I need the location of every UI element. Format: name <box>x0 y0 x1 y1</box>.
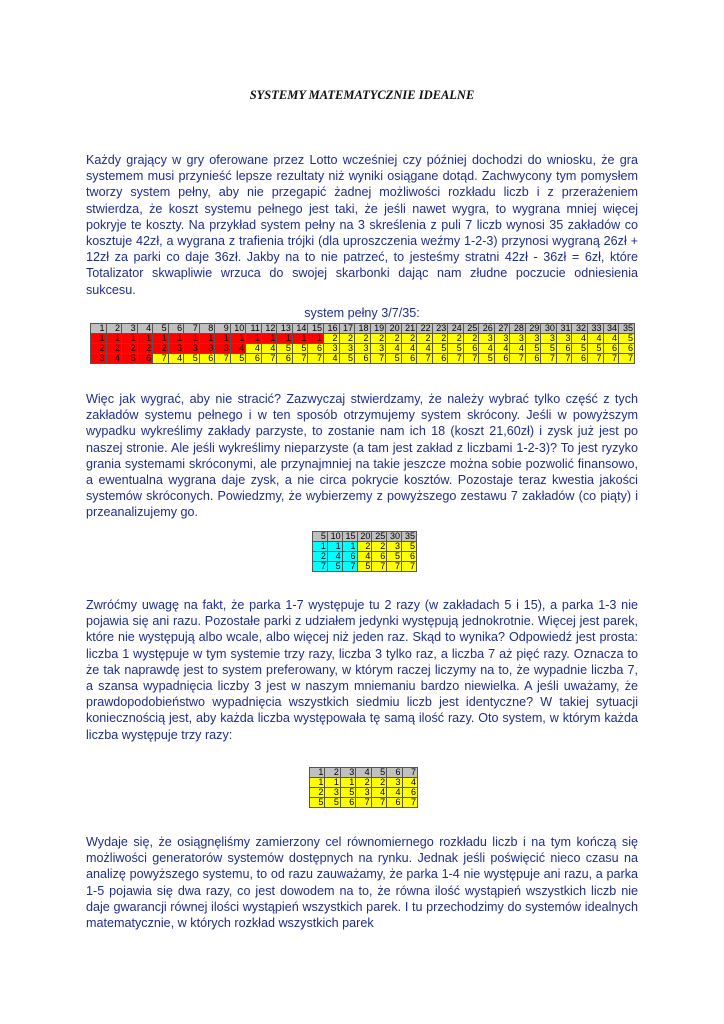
table-cell: 7 <box>402 798 417 808</box>
table-cell: 7 <box>619 354 635 364</box>
header-cell: 18 <box>355 324 371 334</box>
table-cell: 2 <box>153 344 169 354</box>
table-cell: 6 <box>525 354 541 364</box>
table-cell: 3 <box>556 334 572 344</box>
table-cell: 1 <box>91 334 107 344</box>
table-cell: 4 <box>479 344 495 354</box>
table-cell: 5 <box>448 344 464 354</box>
header-cell: 31 <box>556 324 572 334</box>
header-cell: 2 <box>106 324 122 334</box>
table-cell: 1 <box>292 334 308 344</box>
table-row <box>91 344 635 354</box>
table-cell: 5 <box>432 344 448 354</box>
table-cell: 3 <box>184 344 200 354</box>
table-row <box>310 788 418 798</box>
header-cell: 29 <box>525 324 541 334</box>
table-row <box>91 334 635 344</box>
table-caption-full-system: system pełny 3/7/35: <box>304 306 420 320</box>
table-cell: 4 <box>246 344 262 354</box>
header-cell: 6 <box>168 324 184 334</box>
table-cell: 2 <box>106 344 122 354</box>
table-cell: 2 <box>370 334 386 344</box>
table-cell: 2 <box>356 778 371 788</box>
header-cell: 16 <box>323 324 339 334</box>
table-cell: 1 <box>313 542 328 552</box>
table-cell: 2 <box>432 334 448 344</box>
table-cell: 5 <box>184 354 200 364</box>
table-cell: 1 <box>308 334 324 344</box>
table-cell: 6 <box>619 344 635 354</box>
table-cell: 1 <box>310 778 325 788</box>
header-cell: 11 <box>246 324 262 334</box>
table-cell: 6 <box>199 354 215 364</box>
table-cell: 6 <box>402 788 417 798</box>
header-cell: 35 <box>402 532 417 542</box>
table-cell: 1 <box>184 334 200 344</box>
table-cell: 7 <box>215 354 231 364</box>
table-cell: 7 <box>448 354 464 364</box>
table-cell: 3 <box>525 334 541 344</box>
table-cell: 3 <box>91 354 107 364</box>
table-cell: 5 <box>327 562 342 572</box>
table-cell: 4 <box>168 354 184 364</box>
table-cell: 6 <box>401 354 417 364</box>
table-cell: 6 <box>463 344 479 354</box>
header-cell: 28 <box>510 324 526 334</box>
table-cell: 7 <box>463 354 479 364</box>
table-cell: 6 <box>355 354 371 364</box>
table-cell: 1 <box>199 334 215 344</box>
table-row <box>310 778 418 788</box>
table-cell: 1 <box>277 334 293 344</box>
table-cell: 5 <box>310 798 325 808</box>
table-cell: 2 <box>463 334 479 344</box>
paragraph-intro: Każdy grający w gry oferowane przez Lotto wcześniej czy później dochodzi do wniosku, że gra systemem musi przynieść lepsze rezultaty niż wyniki osiągane dotąd. Zachwycony tym pomysłem tworzy system pełny, aby nie przegapić żadnej możliwości rozkładu liczb i z przerażeniem stwierdza, że koszt systemu pełnego jest taki, że jeśli nawet wygra, to wygrana mniej więcej pokryje te koszty. Na przykład system pełny na 3 skreślenia z puli 7 liczb wynosi 35 zakładów co kosztuje 42zł, a wygrana z trafienia trójki (dla uproszczenia weźmy 1-2-3) przynosi wygraną 26zł + 12zł za parki co daje 36zł. Jakby na to nie patrzeć, to jesteśmy stratni 42zł - 36zł = 6zł, które Totalizator skwapliwie wrzuca do swojej skarbonki dając nam złudne poczucie odniesienia sukcesu. <box>86 153 638 297</box>
table-cell: 6 <box>494 354 510 364</box>
table-cell: 6 <box>556 344 572 354</box>
table-cell: 2 <box>91 344 107 354</box>
table-header-row <box>313 532 417 542</box>
table-cell: 1 <box>325 778 340 788</box>
table-cell: 3 <box>387 778 402 788</box>
table-cell: 1 <box>246 334 262 344</box>
table-cell: 4 <box>603 334 619 344</box>
table-cell: 5 <box>572 344 588 354</box>
table-cell: 7 <box>402 562 417 572</box>
header-cell: 26 <box>479 324 495 334</box>
table-cell: 2 <box>417 334 433 344</box>
header-cell: 6 <box>387 768 402 778</box>
header-cell: 1 <box>310 768 325 778</box>
table-cell: 6 <box>572 354 588 364</box>
table-row <box>91 354 635 364</box>
paragraph-shortened-systems: Więc jak wygrać, aby nie stracić? Zazwyczaj stwierdzamy, że należy wybrać tylko część z tych zakładów systemu pełnego i w ten sposób otrzymujemy system skrócony. Jeśli w powyższym wypadku wykreślimy zakłady parzyste, to zostanie nam ich 18 (koszt 21,60zł) i zysk już jest po naszej stronie. Ale jeśli wykreślimy nieparzyste (a tam jest zakład z liczbami 1-2-3)? To jest ryzyko grania systemami skróconymi, ale przynajmniej na takie jeszcze można sobie pozwolić finansowo, a ewentualna wygrana daje zysk, a nie circa pokrycie kosztów. Pozostaje teraz kwestia jakości systemów skróconych. Powiedzmy, że wybierzemy z powyższego zestawu 7 zakładów (co piąty) i przeanalizujemy go. <box>86 392 638 520</box>
header-cell: 3 <box>340 768 355 778</box>
table-cell: 7 <box>261 354 277 364</box>
table-cell: 3 <box>323 344 339 354</box>
table-cell: 4 <box>357 552 372 562</box>
table-cell: 1 <box>342 542 357 552</box>
table-cell: 5 <box>339 354 355 364</box>
header-cell: 7 <box>402 768 417 778</box>
table-cell: 5 <box>386 354 402 364</box>
table-cell: 3 <box>339 344 355 354</box>
table-cell: 6 <box>372 552 387 562</box>
header-cell: 4 <box>356 768 371 778</box>
table-cell: 4 <box>261 344 277 354</box>
table-cell: 4 <box>323 354 339 364</box>
header-cell: 24 <box>448 324 464 334</box>
table-cell: 5 <box>277 344 293 354</box>
table-cell: 3 <box>325 788 340 798</box>
table-cell: 3 <box>356 788 371 798</box>
table-cell: 7 <box>541 354 557 364</box>
table-cell: 5 <box>357 562 372 572</box>
header-cell: 7 <box>184 324 200 334</box>
table-cell: 1 <box>153 334 169 344</box>
header-cell: 25 <box>463 324 479 334</box>
table-cell: 6 <box>342 552 357 562</box>
table-cell: 5 <box>541 344 557 354</box>
table-cell: 7 <box>510 354 526 364</box>
header-cell: 9 <box>215 324 231 334</box>
header-cell: 10 <box>230 324 246 334</box>
header-cell: 5 <box>153 324 169 334</box>
table-cell: 3 <box>168 344 184 354</box>
header-cell: 22 <box>417 324 433 334</box>
table-cell: 5 <box>479 354 495 364</box>
header-cell: 34 <box>603 324 619 334</box>
table-cell: 6 <box>308 344 324 354</box>
table-cell: 7 <box>153 354 169 364</box>
header-cell: 35 <box>619 324 635 334</box>
paragraph-pair-analysis: Zwróćmy uwagę na fakt, że parka 1-7 występuje tu 2 razy (w zakładach 5 i 15), a parka 1-3 nie pojawia się ani razu. Pozostałe parki z udziałem jedynki występują jednokrotnie. Więcej jest parek, które nie występują albo wcale, albo więcej niż jeden raz. Skąd to wynika? Odpowiedź jest prosta: liczba 1 występuje w tym systemie trzy razy, liczba 3 tylko raz, a liczba 7 aż pięć razy. Oznacza to że tak naprawdę jest to system preferowany, w którym raczej liczymy na to, że wypadnie liczba 7, a szansa wypadnięcia liczby 3 jest w naszym mniemaniu bardzo niewielka. A jeśli uważamy, że prawdopodobieństwo wypadnięcia wszystkich siedmiu liczb jest identyczne? W takiej sytuacji koniecznością jest, aby każda liczba występowała tę samą ilość razy. Oto system, w którym każda liczba występuje trzy razy: <box>86 598 638 742</box>
table-header-row <box>91 324 635 334</box>
table-cell: 7 <box>556 354 572 364</box>
table-cell: 3 <box>479 334 495 344</box>
header-cell: 1 <box>91 324 107 334</box>
table-cell: 1 <box>137 334 153 344</box>
table-row <box>310 798 418 808</box>
table-cell: 7 <box>313 562 328 572</box>
table-cell: 3 <box>370 344 386 354</box>
table-cell: 4 <box>327 552 342 562</box>
table-cell: 2 <box>372 542 387 552</box>
table-cell: 1 <box>327 542 342 552</box>
table-cell: 2 <box>339 334 355 344</box>
table-cell: 3 <box>215 344 231 354</box>
table-cell: 7 <box>387 562 402 572</box>
table-cell: 4 <box>572 334 588 344</box>
table-cell: 6 <box>402 552 417 562</box>
table-cell: 2 <box>122 344 138 354</box>
table-cell: 7 <box>308 354 324 364</box>
table-cell: 7 <box>371 798 386 808</box>
table-cell: 1 <box>340 778 355 788</box>
table-cell: 2 <box>137 344 153 354</box>
table-cell: 7 <box>417 354 433 364</box>
paragraph-ideal-systems: Wydaje się, że osiągnęliśmy zamierzony cel równomiernego rozkładu liczb i na tym kończą się możliwości generatorów systemów dostępnych na rynku. Jednak jeśli poświęcić nieco czasu na analizę powyższego systemu, to od razu zauważamy, że parka 1-4 nie występuje ani razu, a parka 1-5 pojawia się dwa razy, co jest dowodem na to, że równa ilość wystąpień wszystkich liczb nie daje gwarancji równej ilości wystąpień wszystkich parek. I tu przechodzimy do systemów idealnych matematycznie, w których rozkład wszystkich parek <box>86 835 638 931</box>
table-cell: 3 <box>541 334 557 344</box>
balanced-system-table <box>309 767 418 808</box>
table-cell: 4 <box>510 344 526 354</box>
header-cell: 30 <box>541 324 557 334</box>
table-cell: 6 <box>432 354 448 364</box>
table-cell: 3 <box>510 334 526 344</box>
table-cell: 5 <box>122 354 138 364</box>
table-cell: 1 <box>122 334 138 344</box>
table-cell: 4 <box>386 344 402 354</box>
table-cell: 5 <box>525 344 541 354</box>
table-row <box>313 542 417 552</box>
table-cell: 5 <box>325 798 340 808</box>
header-cell: 19 <box>370 324 386 334</box>
header-cell: 21 <box>401 324 417 334</box>
table-cell: 5 <box>340 788 355 798</box>
table-cell: 4 <box>494 344 510 354</box>
selected-bets-table <box>312 531 417 572</box>
table-row <box>313 552 417 562</box>
table-cell: 7 <box>370 354 386 364</box>
table-cell: 1 <box>230 334 246 344</box>
document-title: SYSTEMY MATEMATYCZNIE IDEALNE <box>249 88 475 102</box>
table-cell: 7 <box>342 562 357 572</box>
header-cell: 32 <box>572 324 588 334</box>
header-cell: 8 <box>199 324 215 334</box>
table-cell: 4 <box>402 778 417 788</box>
table-cell: 1 <box>261 334 277 344</box>
table-cell: 6 <box>340 798 355 808</box>
table-cell: 2 <box>371 778 386 788</box>
table-cell: 5 <box>387 552 402 562</box>
table-cell: 2 <box>386 334 402 344</box>
table-cell: 2 <box>448 334 464 344</box>
header-cell: 25 <box>372 532 387 542</box>
header-cell: 20 <box>386 324 402 334</box>
header-cell: 2 <box>325 768 340 778</box>
table-cell: 5 <box>619 334 635 344</box>
full-system-table <box>90 323 635 364</box>
table-cell: 5 <box>402 542 417 552</box>
header-cell: 4 <box>137 324 153 334</box>
table-cell: 3 <box>199 344 215 354</box>
table-cell: 1 <box>215 334 231 344</box>
table-cell: 5 <box>292 344 308 354</box>
table-header-row <box>310 768 418 778</box>
header-cell: 10 <box>327 532 342 542</box>
header-cell: 30 <box>387 532 402 542</box>
header-cell: 3 <box>122 324 138 334</box>
header-cell: 12 <box>261 324 277 334</box>
header-cell: 15 <box>308 324 324 334</box>
table-cell: 2 <box>355 334 371 344</box>
table-cell: 4 <box>401 344 417 354</box>
table-cell: 6 <box>137 354 153 364</box>
table-cell: 4 <box>106 354 122 364</box>
table-cell: 2 <box>401 334 417 344</box>
table-cell: 2 <box>357 542 372 552</box>
header-cell: 13 <box>277 324 293 334</box>
table-cell: 3 <box>355 344 371 354</box>
table-cell: 4 <box>230 344 246 354</box>
table-cell: 2 <box>323 334 339 344</box>
table-cell: 7 <box>292 354 308 364</box>
table-cell: 4 <box>387 788 402 798</box>
table-cell: 4 <box>417 344 433 354</box>
table-cell: 7 <box>588 354 604 364</box>
table-cell: 7 <box>603 354 619 364</box>
table-cell: 7 <box>356 798 371 808</box>
header-cell: 20 <box>357 532 372 542</box>
table-cell: 6 <box>246 354 262 364</box>
header-cell: 5 <box>313 532 328 542</box>
table-cell: 6 <box>387 798 402 808</box>
header-cell: 5 <box>371 768 386 778</box>
table-cell: 5 <box>588 344 604 354</box>
table-cell: 6 <box>277 354 293 364</box>
table-row <box>313 562 417 572</box>
header-cell: 17 <box>339 324 355 334</box>
table-cell: 2 <box>310 788 325 798</box>
table-cell: 3 <box>494 334 510 344</box>
table-cell: 7 <box>372 562 387 572</box>
table-cell: 4 <box>371 788 386 798</box>
header-cell: 33 <box>588 324 604 334</box>
table-cell: 4 <box>588 334 604 344</box>
table-cell: 1 <box>106 334 122 344</box>
table-cell: 2 <box>313 552 328 562</box>
table-cell: 5 <box>230 354 246 364</box>
table-cell: 6 <box>603 344 619 354</box>
header-cell: 27 <box>494 324 510 334</box>
header-cell: 23 <box>432 324 448 334</box>
table-cell: 3 <box>387 542 402 552</box>
table-cell: 1 <box>168 334 184 344</box>
header-cell: 14 <box>292 324 308 334</box>
header-cell: 15 <box>342 532 357 542</box>
